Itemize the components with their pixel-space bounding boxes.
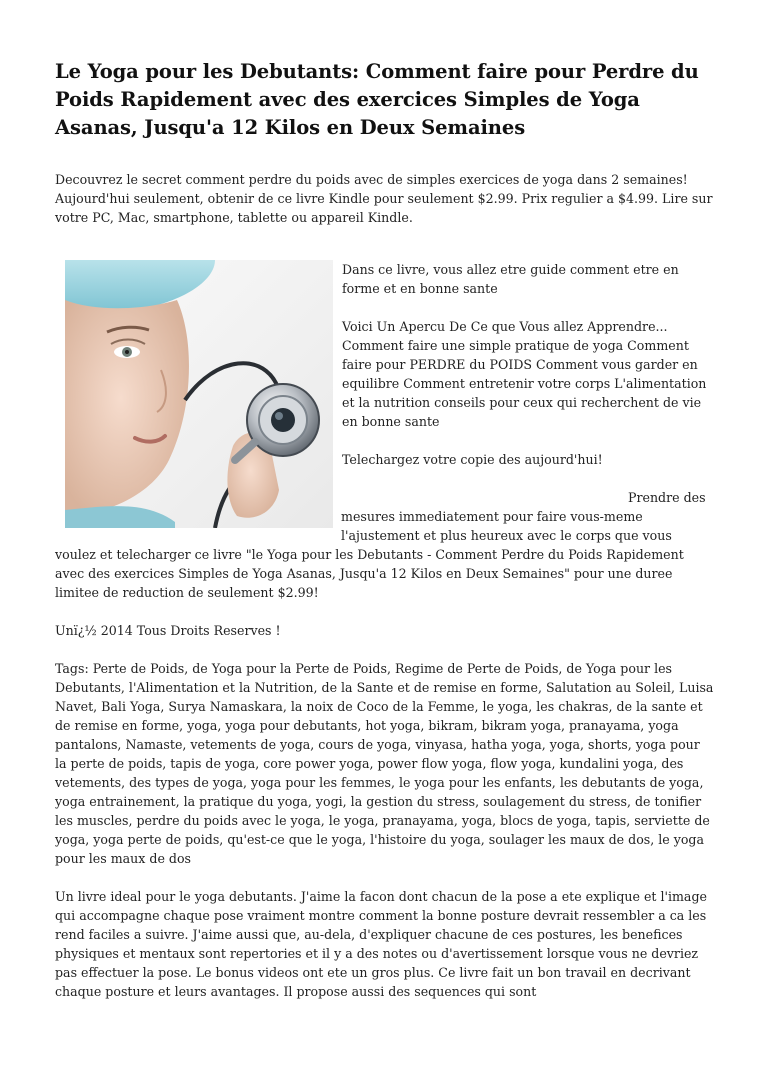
review-paragraph: Un livre ideal pour le yoga debutants. J'aime la facon dont chacun de la pose a ete explique et l'image qui accompagne chaque pose vraiment montre comment la bonne posture devrait ressembler a ca les rend faciles a suivre. J'aime aussi que, au-dela, d'expliquer chacune de ces postures, les benefices physiques et mentaux sont repertories et il y a des notes ou d'avertissement lorsque vous ne devriez pas effectuer la pose. Le bonus videos ont ete un gros plus. Ce livre fait un bon travail en decrivant chaque posture et leurs avantages. Il propose aussi des sequences qui sont [55, 889, 707, 999]
side-paragraph-4: Prendre des mesures immediatement pour faire vous-meme l'ajustement et plus heureux avec le corps que vous voulez et telecharger ce livre "le Yoga pour les Debutants - Comment Perdre du Poids Rapidement avec des exercices Simples de Yoga Asanas, Jusqu'a 12 Kilos en Deux Semaines" pour une duree limitee de reduction de seulement $2.99! [55, 490, 706, 600]
figure-section [55, 260, 715, 602]
doctor-illustration [65, 260, 333, 528]
side-paragraph-3: Telechargez votre copie des aujourd'hui! [342, 452, 603, 467]
copyright-line: Unï¿½ 2014 Tous Droits Reserves ! [55, 623, 281, 638]
tags-paragraph: Tags: Perte de Poids, de Yoga pour la Perte de Poids, Regime de Perte de Poids, de Yoga pour les Debutants, l'Alimentation et la Nutrition, de la Sante et de remise en forme, Salutation au Soleil, Luisa Navet, Bali Yoga, Surya Namaskara, la noix de Coco de la Femme, le yoga, les chakras, de la sante et de remise en forme, yoga, yoga pour debutants, hot yoga, bikram, bikram yoga, pranayama, yoga pantalons, Namaste, vetements de yoga, cours de yoga, vinyasa, hatha yoga, yoga, shorts, yoga pour la perte de poids, tapis de yoga, core power yoga, power flow yoga, flow yoga, kundalini yoga, des vetements, des types de yoga, yoga pour les femmes, le yoga pour les enfants, les debutants de yoga, yoga entrainement, la pratique du yoga, yogi, la gestion du stress, soulagement du stress, de tonifier les muscles, perdre du poids avec le yoga, le yoga, pranayama, yoga, blocs de yoga, tapis, serviette de yoga, yoga perte de poids, qu'est-ce que le yoga, l'histoire du yoga, soulager les maux de dos, le yoga pour les maux de dos [55, 661, 714, 866]
intro-paragraph: Decouvrez le secret comment perdre du poids avec de simples exercices de yoga dans 2 semaines! Aujourd'hui seulement, obtenir de ce livre Kindle pour seulement $2.99. Prix regulier a $4.99. Lire sur votre PC, Mac, smartphone, tablette ou appareil Kindle. [55, 172, 713, 225]
side-paragraph-2: Voici Un Apercu De Ce que Vous allez Apprendre... Comment faire une simple pratique de yoga Comment faire pour PERDRE du POIDS Comment vous garder en equilibre Comment entretenir votre corps L'alimentation et la nutrition conseils pour ceux qui recherchent de vie en bonne sante [342, 319, 707, 429]
side-paragraph-1: Dans ce livre, vous allez etre guide comment etre en forme et en bonne sante [342, 262, 679, 296]
doctor-with-stethoscope-photo [65, 260, 333, 528]
document-page [55, 58, 715, 1001]
page-title: Le Yoga pour les Debutants: Comment faire pour Perdre du Poids Rapidement avec des exercices Simples de Yoga Asanas, Jusqu'a 12 Kilos en Deux Semaines [55, 60, 699, 139]
